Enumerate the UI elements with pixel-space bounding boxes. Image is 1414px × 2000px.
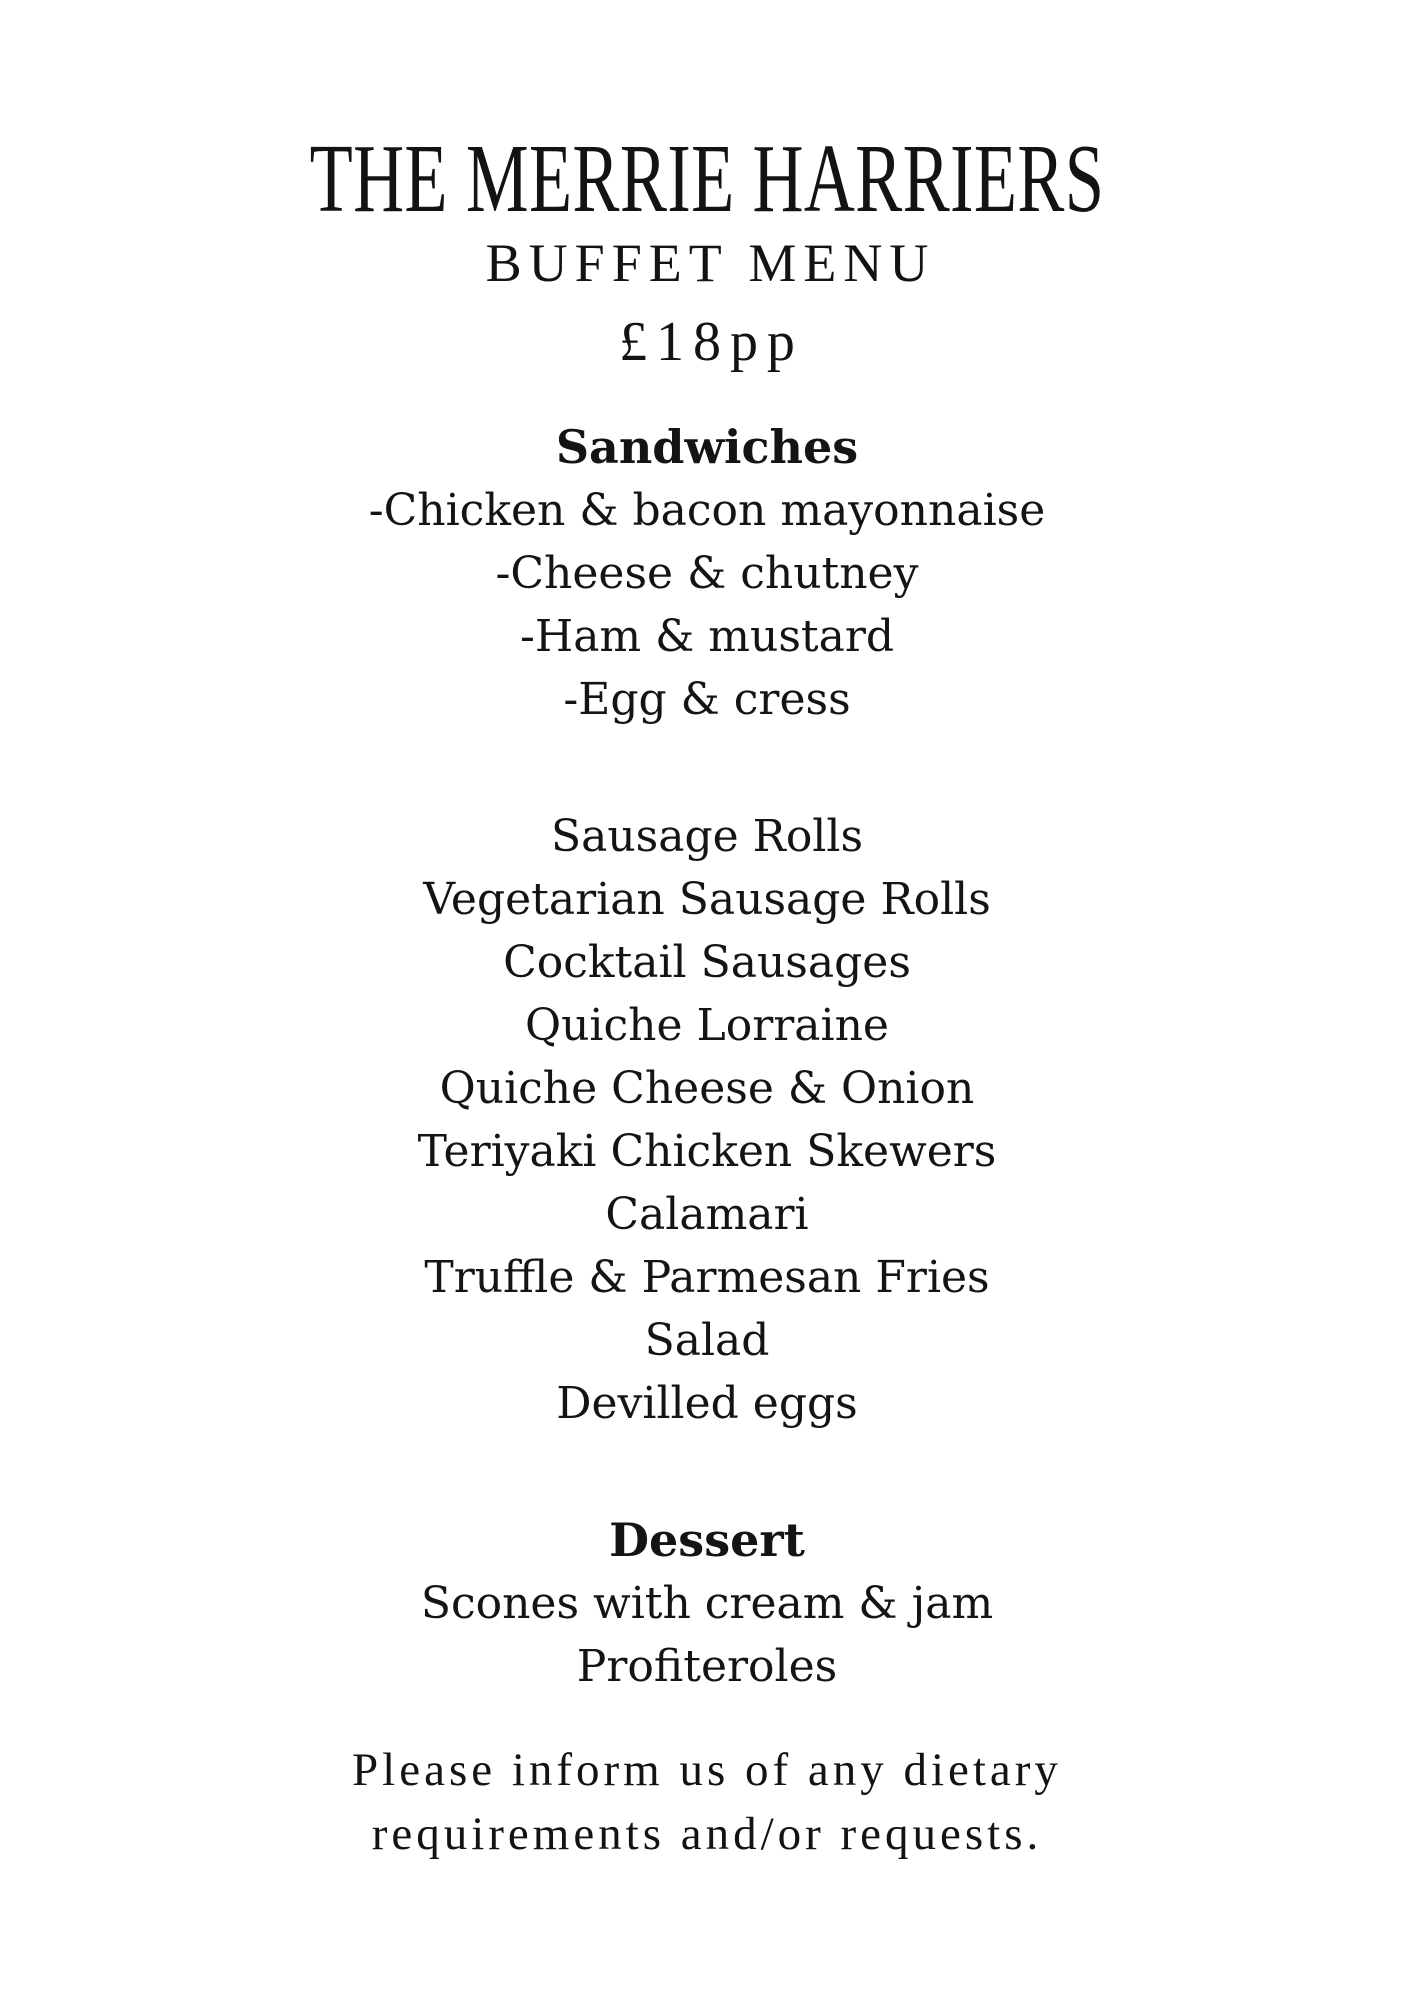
menu-section [0, 1509, 1414, 1698]
dietary-note-line: requirements and/or requests. [371, 1808, 1043, 1860]
menu-item: Scones with cream & jam [420, 1578, 994, 1629]
menu-item: -Chicken & bacon mayonnaise [368, 485, 1046, 536]
menu-item: -Ham & mustard [519, 611, 895, 662]
menu-item: -Egg & cress [563, 674, 851, 725]
menu-item: Quiche Cheese & Onion [439, 1063, 975, 1114]
menu-item: Devilled eggs [556, 1378, 858, 1429]
menu-item: Truffle & Parmesan Fries [424, 1252, 990, 1303]
menu-subtitle: BUFFET MENU [485, 233, 936, 293]
menu-item: Salad [644, 1315, 770, 1366]
menu-item: Profiteroles [576, 1641, 838, 1692]
menu-body [0, 416, 1414, 1698]
menu-item: Cocktail Sausages [503, 937, 911, 988]
menu-item: Calamari [605, 1189, 809, 1240]
menu-item: Vegetarian Sausage Rolls [423, 874, 991, 925]
menu-item: Quiche Lorraine [525, 1000, 889, 1051]
dietary-note-line: Please inform us of any dietary [352, 1744, 1062, 1796]
dietary-note [0, 1738, 1414, 1866]
menu-section [0, 805, 1414, 1435]
price-per-person: £18pp [619, 311, 804, 373]
menu-item: Teriyaki Chicken Skewers [417, 1126, 997, 1177]
menu-item: Sausage Rolls [550, 811, 864, 862]
menu-section [0, 416, 1414, 731]
section-heading: Dessert [609, 1513, 805, 1567]
menu-item: -Cheese & chutney [495, 548, 919, 599]
page-title: THE MERRIE HARRIERS [309, 125, 1105, 233]
section-heading: Sandwiches [555, 420, 859, 474]
